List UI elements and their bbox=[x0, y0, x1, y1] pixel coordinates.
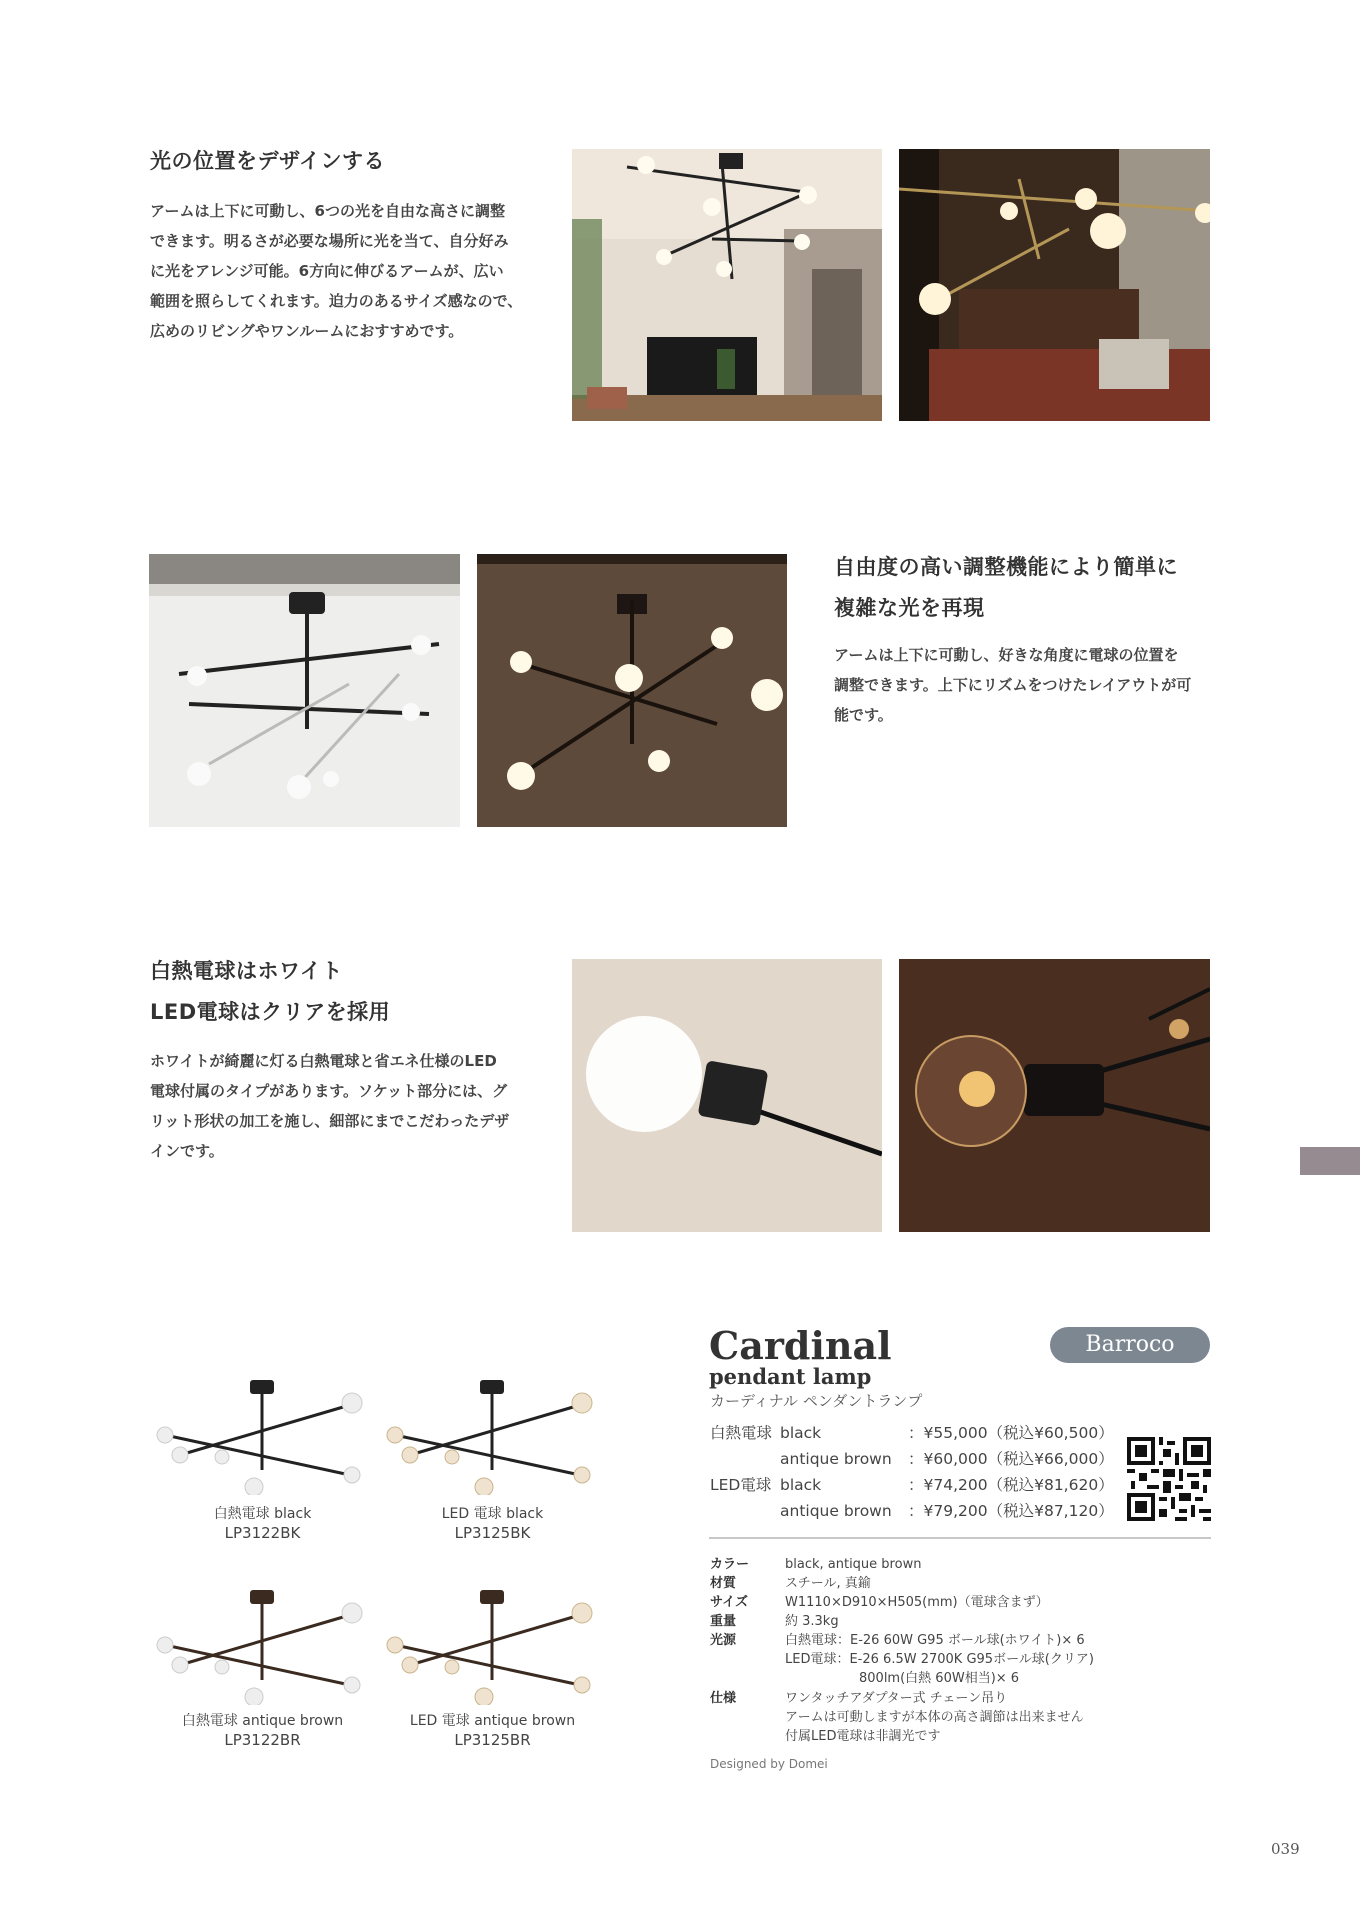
divider bbox=[709, 1537, 1211, 1539]
page-number: 039 bbox=[1271, 1840, 1300, 1858]
variant-image-incandescent-antique-brown bbox=[150, 1585, 375, 1705]
spec-light-value: 800lm(白熱 60W相当)× 6 bbox=[859, 1671, 1020, 1686]
variant-caption: 白熱電球 black LP3122BK bbox=[213, 1506, 312, 1542]
photo-white-bulb bbox=[572, 959, 882, 1232]
variant-caption: LED 電球 black LP3125BK bbox=[441, 1506, 544, 1542]
variant-image-led-antique-brown bbox=[380, 1585, 605, 1705]
spec-material-value: スチール, 真鍮 bbox=[785, 1576, 871, 1591]
spec-color-value: black, antique brown bbox=[785, 1557, 922, 1572]
spec-spec-value: ワンタッチアダプター式 チェーン吊り bbox=[785, 1691, 1008, 1706]
spec-color-key: カラー bbox=[710, 1557, 750, 1572]
section1-body: アームは上下に可動し、6つの光を自由な高さに調整 できます。明るさが必要な場所に光を当て、自分好み に光をアレンジ可能。6方向に伸びるアームが、広い 範囲を照らしてくれます。迫力のあるサイズ感なので、 広めのリビングやワンルームにおすすめです。 bbox=[150, 202, 523, 340]
variant-image-led-black bbox=[380, 1375, 605, 1495]
photo-sofa-room bbox=[899, 149, 1210, 421]
variant-caption: LED 電球 antique brown LP3125BR bbox=[409, 1713, 576, 1749]
photo-clear-bulb bbox=[899, 959, 1210, 1232]
price-row: 白熱電球 black ：¥55,000（税込¥60,500） bbox=[710, 1424, 1114, 1442]
section2-heading: 自由度の高い調整機能により簡単に 複雑な光を再現 bbox=[834, 555, 1178, 620]
price-row: antique brown ：¥79,200（税込¥87,120） bbox=[780, 1502, 1114, 1520]
spec-light-value: LED電球：E-26 6.5W 2700K G95ボール球(クリア) bbox=[785, 1652, 1094, 1667]
spec-size-key: サイズ bbox=[710, 1595, 748, 1610]
price-row: LED電球 black ：¥74,200（税込¥81,620） bbox=[710, 1476, 1114, 1494]
section1-heading: 光の位置をデザインする bbox=[150, 149, 386, 173]
designer-credit: Designed by Domei bbox=[710, 1757, 828, 1771]
product-kana: カーディナル ペンダントランプ bbox=[710, 1392, 923, 1410]
photo-lit-lamp bbox=[477, 554, 787, 827]
variant-image-incandescent-black bbox=[150, 1375, 375, 1495]
spec-spec-key: 仕様 bbox=[710, 1691, 737, 1706]
qr-code[interactable] bbox=[1127, 1437, 1211, 1521]
photo-ceiling-detail bbox=[149, 554, 460, 827]
spec-light-value: 白熱電球：E-26 60W G95 ボール球(ホワイト)× 6 bbox=[785, 1633, 1085, 1648]
photo-living-room bbox=[572, 149, 882, 421]
section3-heading: 白熱電球はホワイト LED電球はクリアを採用 bbox=[150, 959, 391, 1024]
spec-weight-key: 重量 bbox=[710, 1614, 737, 1629]
spec-spec-value: アームは可動しますが本体の高さ調節は出来ません bbox=[785, 1710, 1084, 1725]
side-index-tab[interactable] bbox=[1300, 1147, 1360, 1175]
product-subtitle: pendant lamp bbox=[709, 1364, 872, 1389]
section3-body: ホワイトが綺麗に灯る白熱電球と省エネ仕様のLED 電球付属のタイプがあります。ソケット部分には、グ リット形状の加工を施し、細部にまでこだわったデザ インです。 bbox=[150, 1052, 510, 1160]
section2-body: アームは上下に可動し、好きな角度に電球の位置を 調整できます。上下にリズムをつけたレイアウトが可 能です。 bbox=[834, 646, 1192, 724]
spec-weight-value: 約 3.3kg bbox=[785, 1614, 839, 1629]
price-row: antique brown ：¥60,000（税込¥66,000） bbox=[780, 1450, 1114, 1468]
spec-light-key: 光源 bbox=[710, 1633, 737, 1648]
product-name: Cardinal bbox=[709, 1323, 892, 1368]
spec-spec-value: 付属LED電球は非調光です bbox=[785, 1729, 941, 1744]
spec-size-value: W1110×D910×H505(mm)（電球含まず） bbox=[785, 1595, 1049, 1610]
variant-caption: 白熱電球 antique brown LP3122BR bbox=[181, 1713, 344, 1749]
spec-material-key: 材質 bbox=[710, 1576, 737, 1591]
brand-badge: Barroco bbox=[1050, 1327, 1210, 1363]
